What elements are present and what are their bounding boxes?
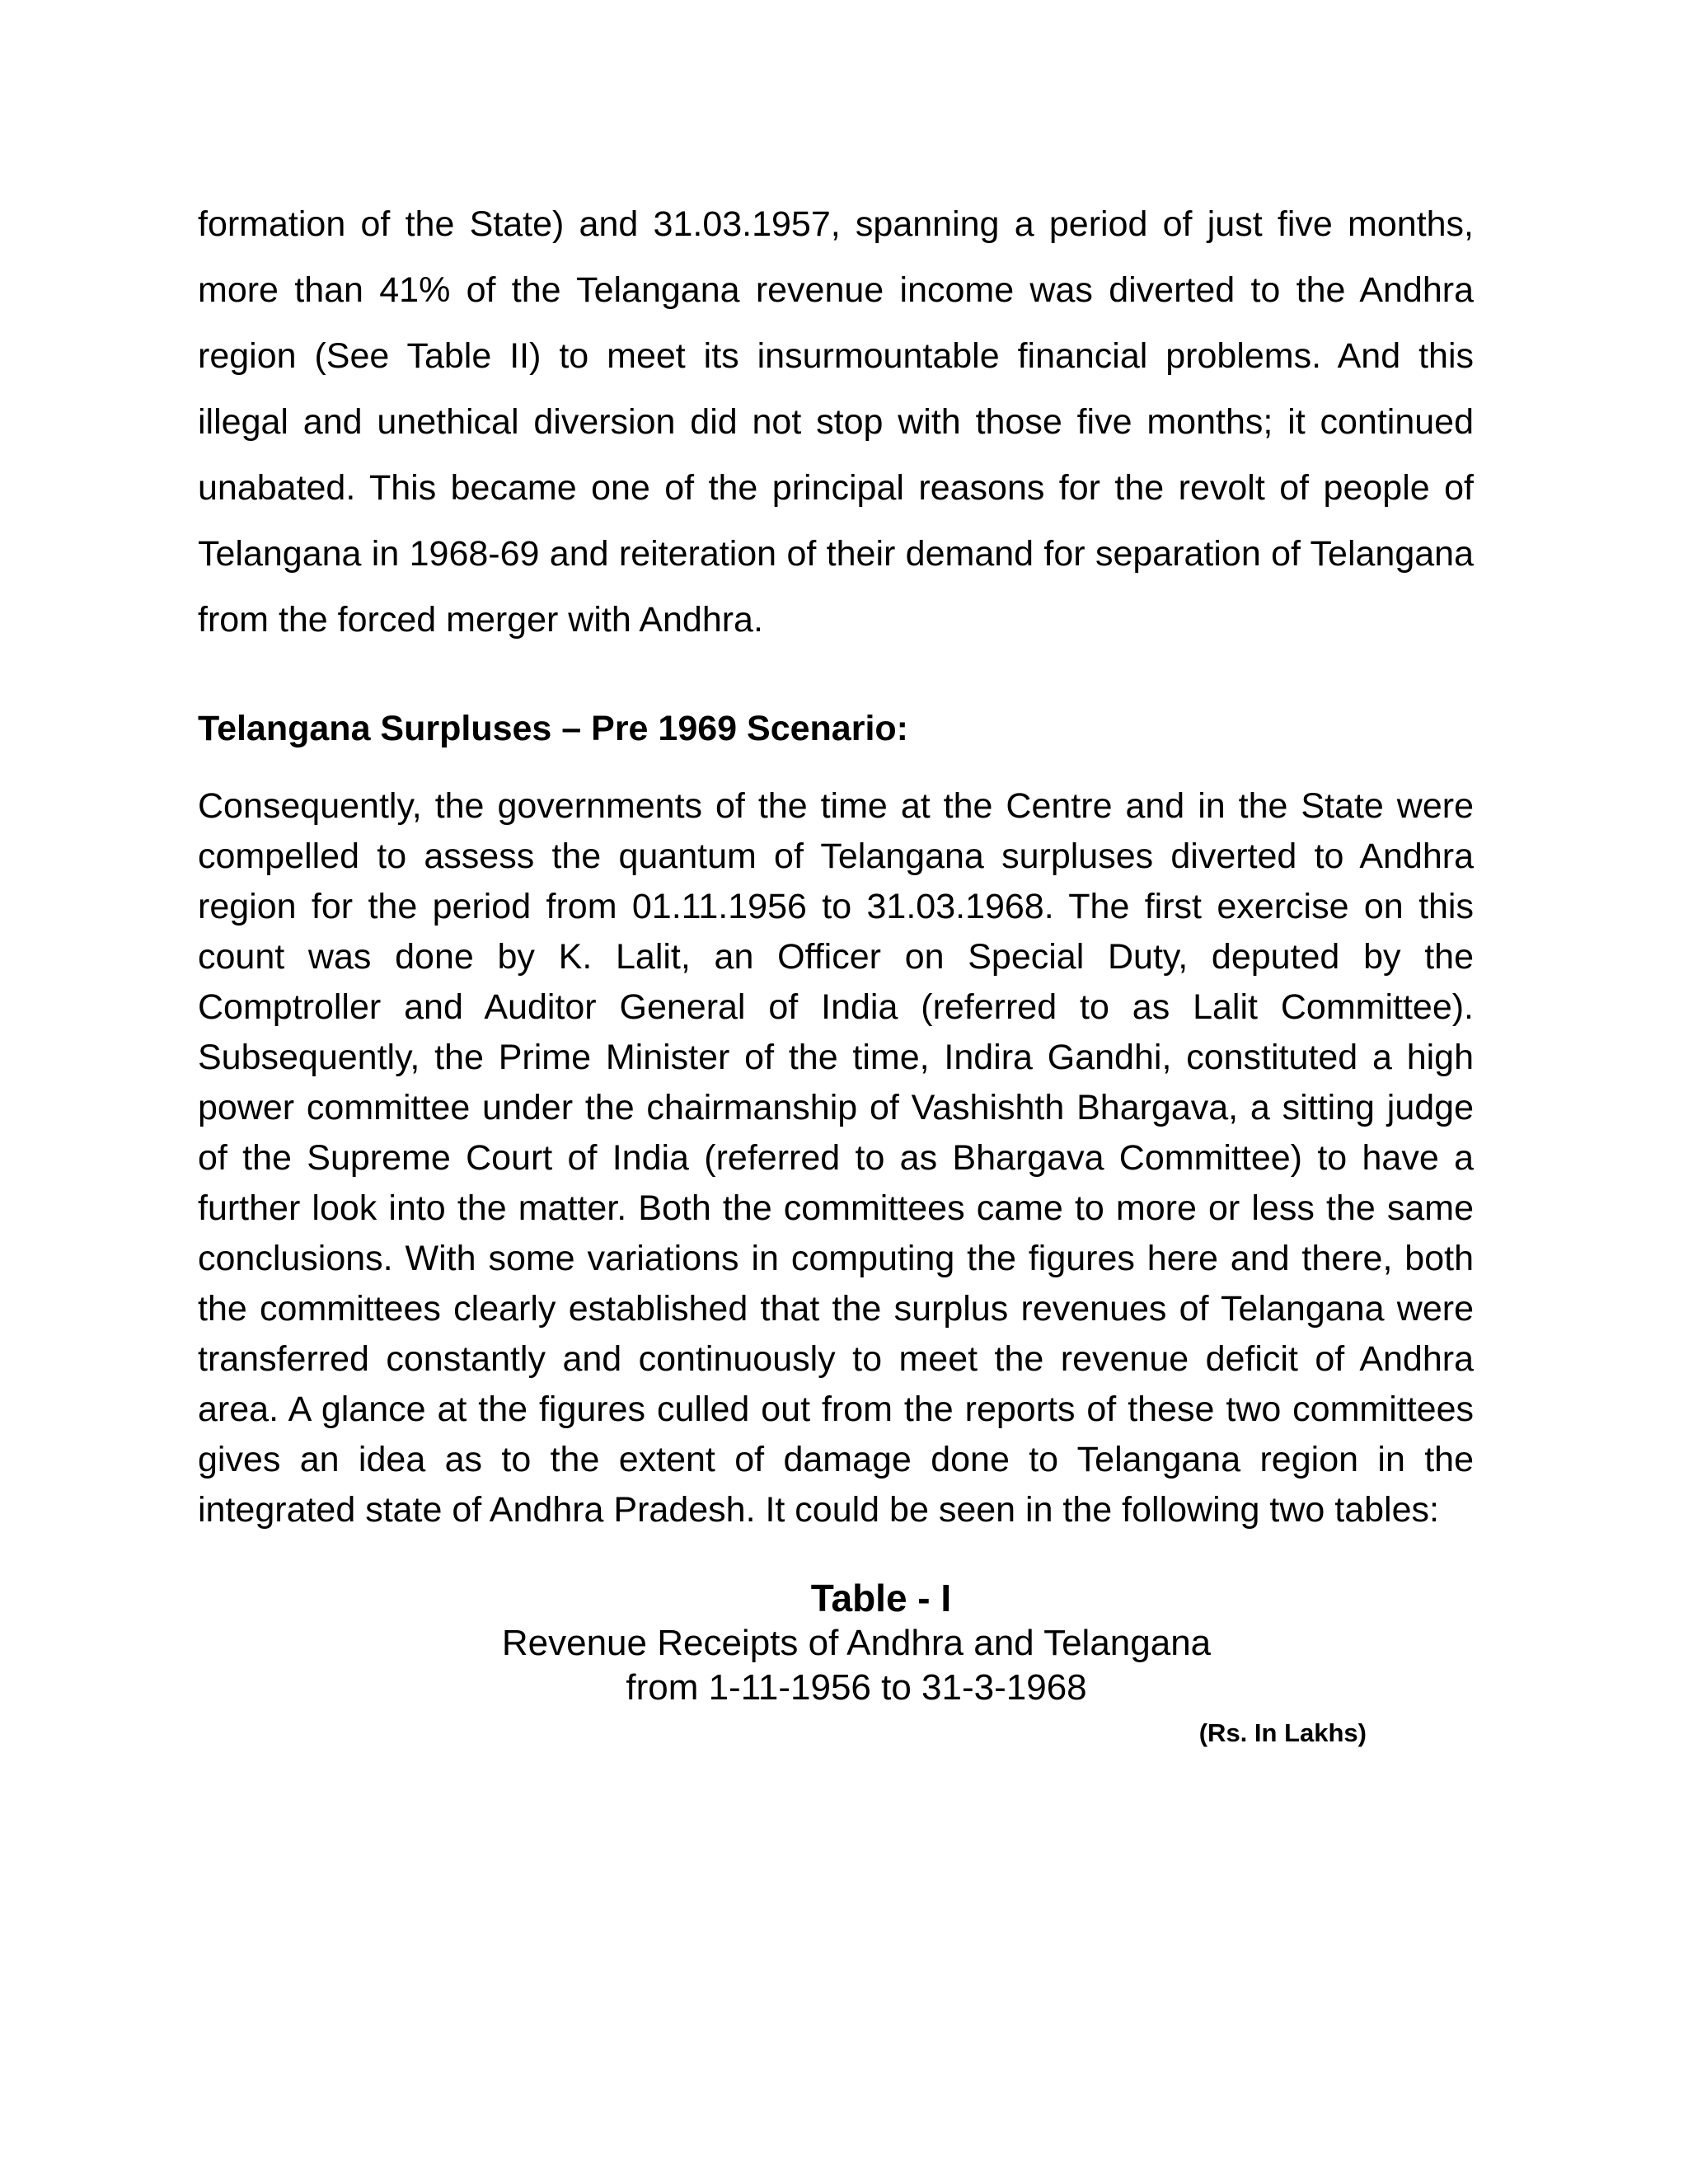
section-heading: Telangana Surpluses – Pre 1969 Scenario: xyxy=(198,709,908,748)
intro-paragraph: formation of the State) and 31.03.1957, spanning a period of just five months, more than 41% of the Telangana revenue income was diverted to the Andhra region (See Table II) to meet its insurmountable financial problems. And this illegal and unethical diversion did not stop with those five months; it continued unabated. This became one of the principal reasons for the revolt of people of Telangana in 1968-69 and reiteration of their demand for separation of Telangana from the forced merger with Andhra. xyxy=(198,204,1474,640)
section-paragraph: Consequently, the governments of the time at the Centre and in the State were compelled to assess the quantum of Telangana surpluses diverted to Andhra region for the period from 01.11.1956 to 31.03.1968. The first exercise on this count was done by K. Lalit, an Officer on Special Duty, deputed by the Comptroller and Auditor General of India (referred to as Lalit Committee). Subsequently, the Prime Minister of the time, Indira Gandhi, constituted a high power committee under the chairmanship of Vashishth Bhargava, a sitting judge of the Supreme Court of India (referred to as Bhargava Committee) to have a further look into the matter. Both the committees came to more or less the same conclusions. With some variations in computing the figures here and there, both the committees clearly established that the surplus revenues of Telangana were transferred constantly and continuously to meet the revenue deficit of Andhra area. A glance at the figures culled out from the reports of these two committees gives an idea as to the extent of damage done to Telangana region in the integrated state of Andhra Pradesh. It could be seen in the following two tables: xyxy=(198,786,1474,1530)
table-subtitle-line1: Revenue Receipts of Andhra and Telangana xyxy=(501,1623,1212,1663)
table-subtitle-line2: from 1-11-1956 to 31-3-1968 xyxy=(626,1667,1087,1708)
table-caption xyxy=(198,1575,1474,1750)
table-title: Table - I xyxy=(810,1577,952,1619)
document-page xyxy=(198,191,1474,1750)
table-units-note: (Rs. In Lakhs) xyxy=(1198,1718,1367,1747)
